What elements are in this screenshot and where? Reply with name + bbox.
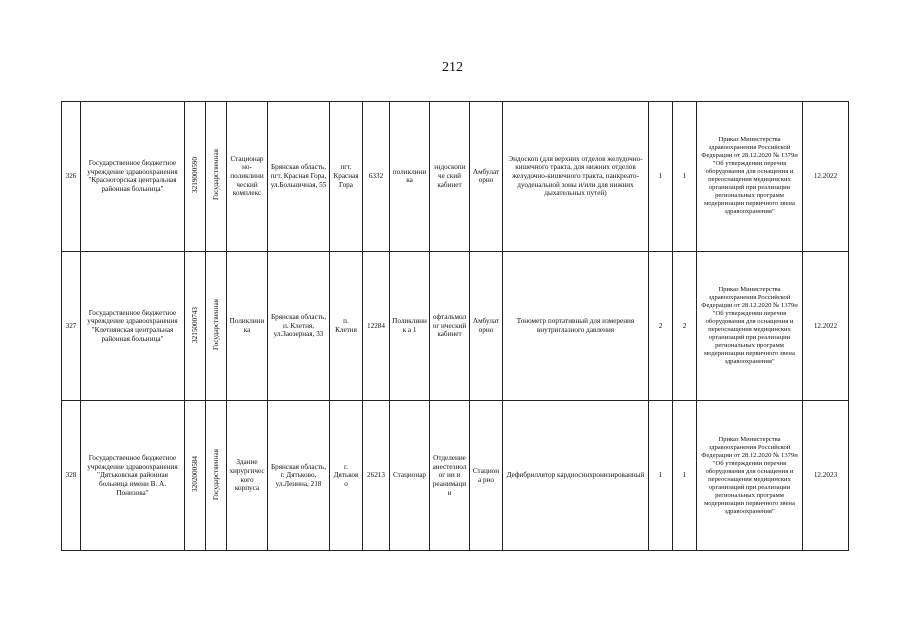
building-type: Поликлини ка: [227, 251, 268, 401]
row-number: 326: [62, 102, 81, 252]
care-type: Амбулат орно: [470, 251, 503, 401]
quantity-1: 1: [649, 102, 673, 252]
organization-name: Государственное бюджетное учреждение здравоохранения "Дятьковская районная больница имени В. А. Понизова": [81, 401, 185, 551]
settlement: п. Клетня: [330, 251, 363, 401]
organization-name: Государственное бюджетное учреждение здравоохранения "Красногорская центральная районная больница": [81, 102, 185, 252]
equipment-table: [61, 101, 849, 551]
settlement: г. Дятьково: [330, 401, 363, 551]
delivery-date: 12.2022: [803, 102, 849, 252]
ownership-type: Государственная: [211, 149, 220, 201]
table-row: [62, 102, 849, 252]
address: Брянская область, пгт. Красная Гора, ул.Больничная, 55: [268, 102, 330, 252]
unit: офтальмолог ический кабинет: [430, 251, 470, 401]
care-type: Амбулат орно: [470, 102, 503, 252]
page-number: 212: [442, 60, 463, 75]
organization-name: Государственное бюджетное учреждение здравоохранения "Клетнянская центральная районная больница": [81, 251, 185, 401]
department: поликлиника: [390, 102, 430, 252]
quantity-2: 1: [673, 401, 697, 551]
address: Брянская область, п. Клетня, ул.Заозерная, 33: [268, 251, 330, 401]
legal-basis: Приказ Министерства здравоохранения Российской Федерации от 28.12.2020 № 1379н "Об утверждении перечня оборудования для оснащения и переоснащения медицинских организаций при реализации региональных программ модернизации первичного звена здравоохранения": [697, 401, 803, 551]
row-number: 327: [62, 251, 81, 401]
unit: эндоскопиче ский кабинет: [430, 102, 470, 252]
quantity-1: 1: [649, 401, 673, 551]
building-type: Стационар но-поликлини ческий комплекс: [227, 102, 268, 252]
department: Поликлиник а 1: [390, 251, 430, 401]
table-row: [62, 251, 849, 401]
settlement-code: 26213: [363, 401, 390, 551]
table-row: [62, 401, 849, 551]
delivery-date: 12.2022: [803, 251, 849, 401]
settlement-code: 6332: [363, 102, 390, 252]
delivery-date: 12.2023: [803, 401, 849, 551]
quantity-2: 1: [673, 102, 697, 252]
ownership-type: Государственная: [211, 448, 220, 500]
quantity-1: 2: [649, 251, 673, 401]
inn-code: 3219000590: [190, 157, 199, 193]
equipment-name: Тонометр портативный для измерения внутриглазного давления: [503, 251, 649, 401]
ownership-type: Государственная: [211, 299, 220, 351]
inn-code: 3215000743: [190, 306, 199, 343]
equipment-name: Эндоскоп (для верхних отделов желудочно-кишечного тракта, для нижних отделов желудочно-кишечного тракта, панкреато-дуоденальной зоны и/или для нижних дыхательных путей): [503, 102, 649, 252]
care-type: Стациона рно: [470, 401, 503, 551]
building-type: Здание хирургичес кого корпуса: [227, 401, 268, 551]
department: Стационар: [390, 401, 430, 551]
unit: Отделение анестезиолог ии и реанимации: [430, 401, 470, 551]
legal-basis: Приказ Министерства здравоохранения Российской Федерации от 28.12.2020 № 1379н "Об утверждении перечня оборудования для оснащения и переоснащения медицинских организаций при реализации региональных программ модернизации первичного звена здравоохранения": [697, 102, 803, 252]
settlement-code: 12284: [363, 251, 390, 401]
address: Брянская область, г. Дятьково, ул.Ленина, 218: [268, 401, 330, 551]
legal-basis: Приказ Министерства здравоохранения Российской Федерации от 28.12.2020 № 1379н "Об утверждении перечня оборудования для оснащения и переоснащения медицинских организаций при реализации региональных программ модернизации первичного звена здравоохранения": [697, 251, 803, 401]
settlement: пгт. Красная Гора: [330, 102, 363, 252]
quantity-2: 2: [673, 251, 697, 401]
inn-code: 3202000584: [190, 456, 199, 493]
row-number: 328: [62, 401, 81, 551]
equipment-name: Дефибриллятор кардиосинхронизированный: [503, 401, 649, 551]
